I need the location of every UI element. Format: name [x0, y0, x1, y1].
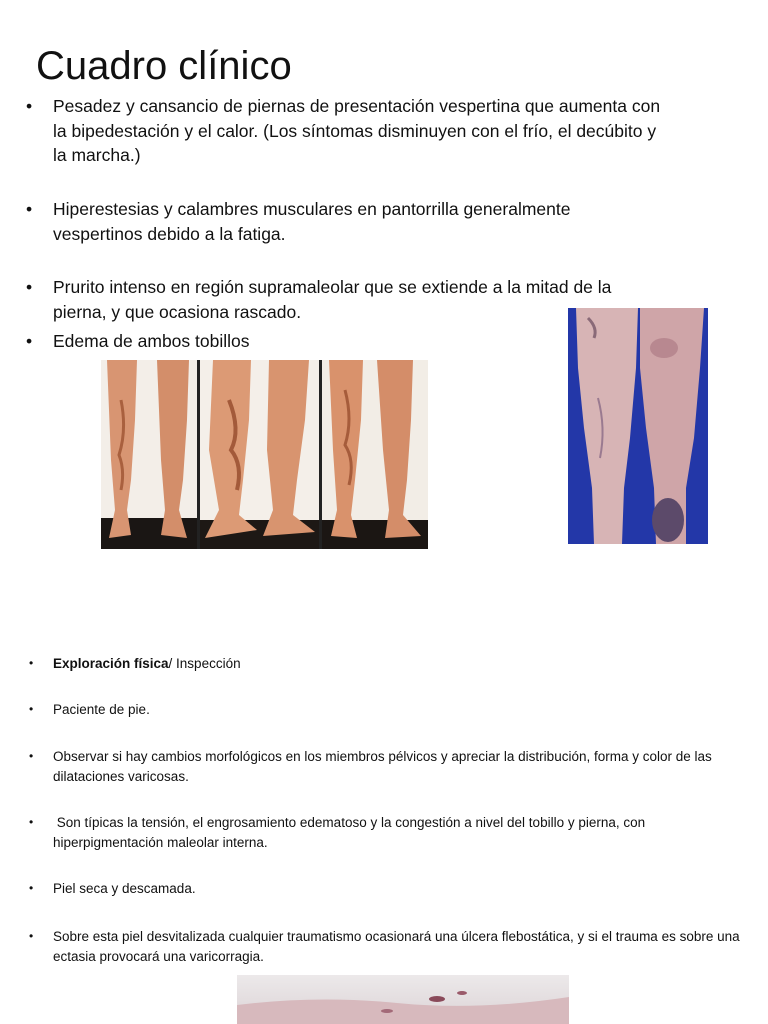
exploration-subheading: / Inspección [168, 656, 241, 671]
varicose-legs-photo [101, 360, 428, 549]
bullet-text: Sobre esta piel desvitalizada cualquier traumatismo ocasionará una úlcera flebostática, y si el trauma es sobre una ectasia provocará una varicorragia. [53, 929, 740, 964]
bullet-icon: • [29, 929, 34, 943]
bullet-icon: • [26, 199, 33, 219]
bullet-text: Son típicas la tensión, el engrosamiento edematoso y la congestión a nivel del tobillo y pierna, con hiperpigmentación maleolar interna. [53, 815, 649, 850]
ulcer-skin-photo [237, 975, 569, 1024]
bullet-text: Edema de ambos tobillos [53, 331, 250, 351]
exploration-heading: Exploración física [53, 656, 169, 671]
bullet-icon: • [26, 96, 33, 116]
bullet-icon: • [26, 331, 33, 351]
bullet-text: Pesadez y cansancio de piernas de presentación vespertina que aumenta con la bipedestación y el calor. (Los síntomas disminuyen con el frío, el decúbito y la marcha.) [53, 96, 661, 165]
bullet-text: Piel seca y descamada. [53, 881, 196, 896]
bullet-text: Hiperestesias y calambres musculares en pantorrilla generalmente vespertinos debido a la fatiga. [53, 199, 571, 244]
page-title: Cuadro clínico [36, 44, 292, 88]
edema-legs-photo [568, 308, 708, 544]
bullet-icon: • [29, 749, 34, 763]
bullet-text: Prurito intenso en región supramaleolar que se extiende a la mitad de la pierna, y que ocasiona rascado. [53, 277, 612, 322]
bullet-text: Paciente de pie. [53, 702, 150, 717]
bullet-icon: • [26, 277, 33, 297]
bullet-icon: • [29, 702, 34, 716]
bullet-text: Observar si hay cambios morfológicos en los miembros pélvicos y apreciar la distribución, forma y color de las dilataciones varicosas. [53, 749, 712, 784]
bullet-icon: • [29, 815, 34, 829]
bullet-icon: • [29, 656, 34, 670]
bullet-icon: • [29, 881, 34, 895]
